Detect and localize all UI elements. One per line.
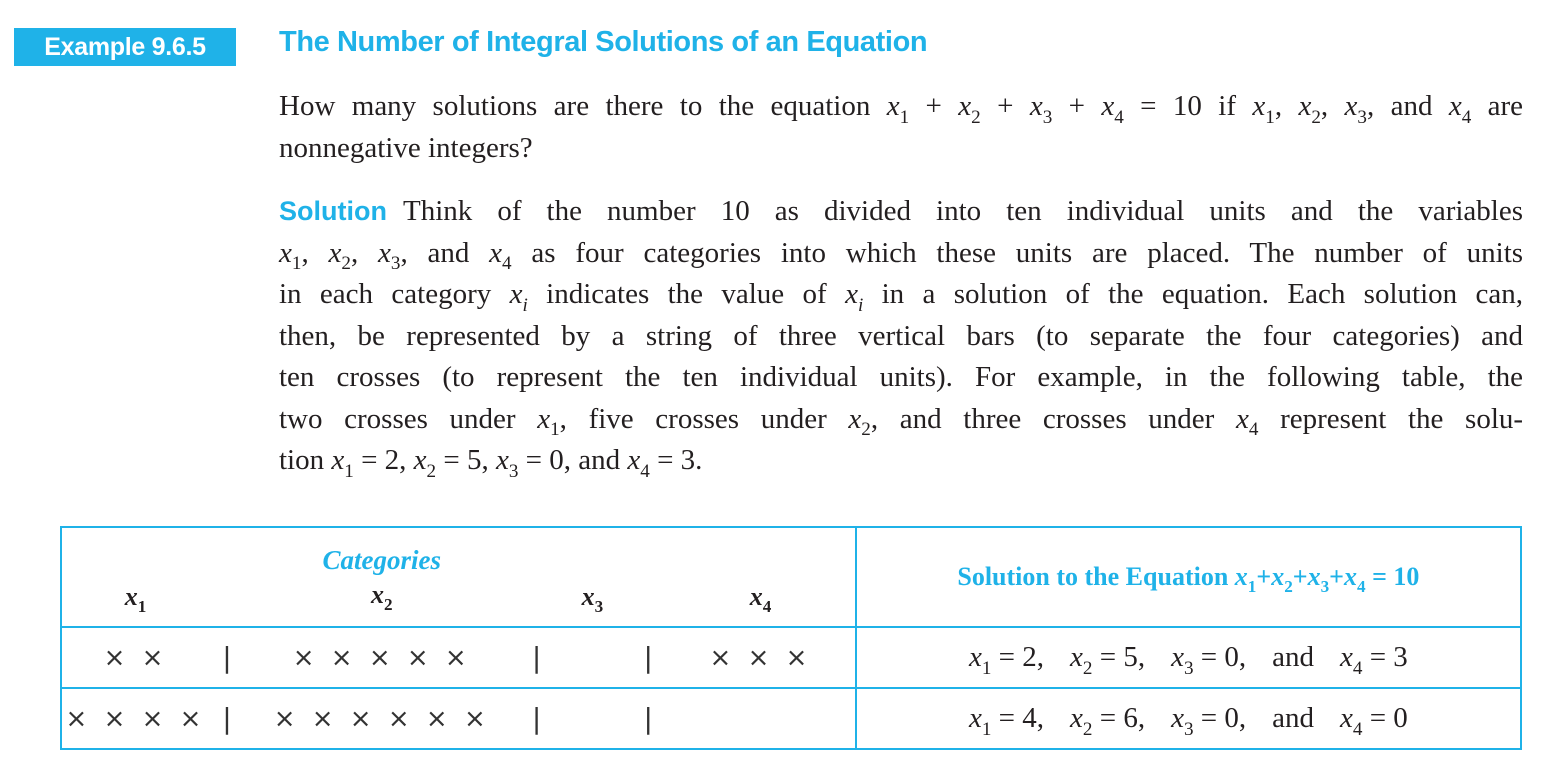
categories-table bbox=[60, 526, 1522, 750]
solution-heading: Solution bbox=[279, 196, 387, 226]
bar-separator: | bbox=[531, 702, 542, 735]
header-x3: $x_3$ bbox=[581, 582, 604, 617]
table-row bbox=[61, 688, 1521, 749]
table-header-row bbox=[61, 527, 1521, 627]
bar-separator: | bbox=[643, 641, 653, 674]
bar-separator: | bbox=[222, 702, 232, 735]
crosses-x3 bbox=[555, 627, 631, 688]
bar-separator: | bbox=[222, 641, 232, 674]
crosses-x4 bbox=[666, 688, 856, 749]
crosses-x2: × × × × × bbox=[292, 642, 471, 673]
solution-values: $x_1 = 4$, $x_2 = 6$, $x_3 = 0$, and $x_4 = 0$ bbox=[856, 688, 1521, 749]
crosses-x3 bbox=[555, 688, 631, 749]
crosses-x1: × × bbox=[103, 642, 168, 673]
header-x4: $x_4$ bbox=[749, 582, 772, 617]
header-x2: Categories $x_2$ bbox=[245, 527, 519, 627]
bar-separator: | bbox=[531, 641, 542, 674]
example-title: The Number of Integral Solutions of an Equation bbox=[279, 26, 928, 58]
header-x1: $x_1$ bbox=[124, 582, 147, 617]
table-row bbox=[61, 627, 1521, 688]
solution-values: $x_1 = 2$, $x_2 = 5$, $x_3 = 0$, and $x_4 = 3$ bbox=[856, 627, 1521, 688]
example-badge: Example 9.6.5 bbox=[14, 28, 236, 66]
solution-paragraph: Solution Think of the number 10 as divided into ten individual units and the variables $x_1$, $x_2$, $x_3$, and $x_4$ as four categories into which these units are placed. The number of units in each category $x_i$ indicates the value of $x_i$ in a solution of the equation. Each solution can, then, be represented by a string of three vertical bars (to separate the four categories) and ten crosses (to represent the ten individual units). For example, in the following table, the two crosses under $x_1$, five crosses under $x_2$, and three crosses under $x_4$ represent the solu- tion $x_1 = 2$, $x_2 = 5$, $x_3 = 0$, and $x_4 = 3$. bbox=[279, 195, 1524, 482]
crosses-x1: × × × × bbox=[65, 703, 206, 734]
crosses-x4: × × × bbox=[709, 642, 812, 673]
categories-label: Categories bbox=[322, 544, 441, 575]
solution-column-header: Solution to the Equation $x_1+x_2+x_3+x_4 = 10$ bbox=[856, 527, 1521, 627]
crosses-x2: × × × × × × bbox=[273, 703, 490, 734]
question-paragraph: How many solutions are there to the equation $x_1 + x_2 + x_3 + x_4 = 10$ if $x_1$, $x_2$, $x_3$, and $x_4$ are nonnegative integers? bbox=[279, 90, 1524, 164]
bar-separator: | bbox=[643, 702, 653, 735]
